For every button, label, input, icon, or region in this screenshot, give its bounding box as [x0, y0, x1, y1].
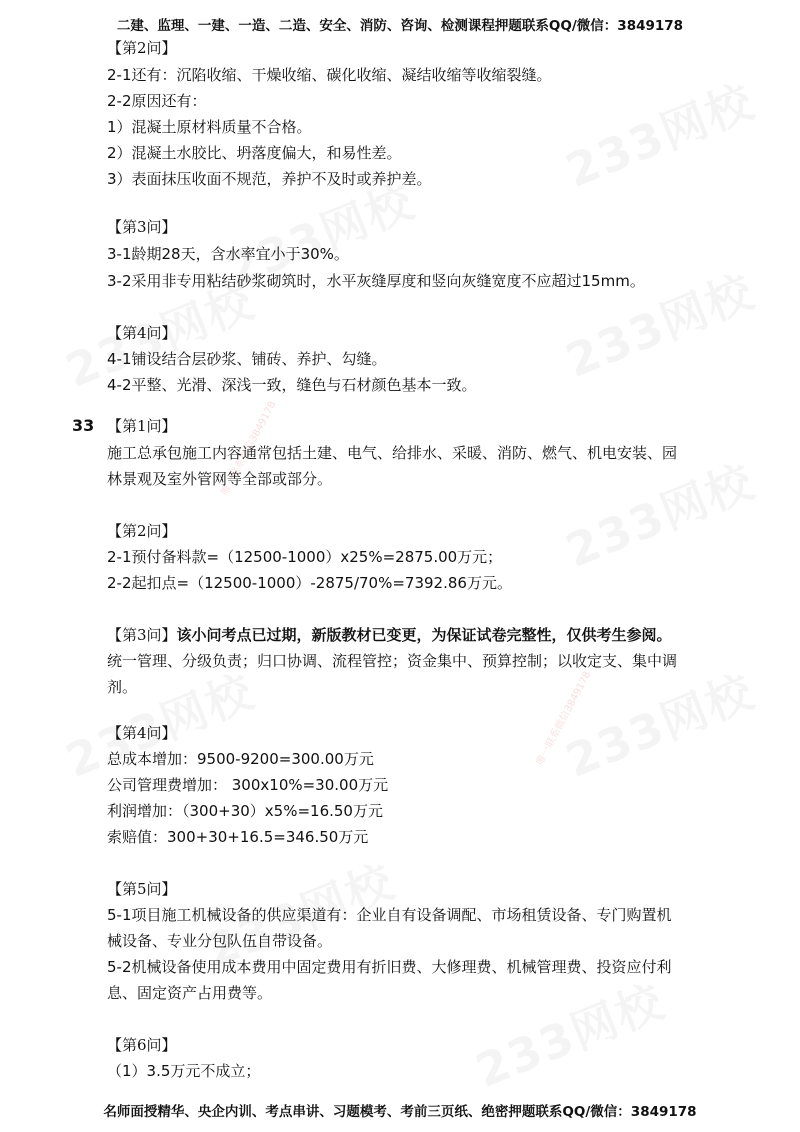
answer-line: 统一管理、分级负责；归口协调、流程管控；资金集中、预算控制；以收定支、集中调 — [107, 652, 678, 670]
question-heading: 【第2问】 — [107, 522, 177, 540]
answer-line: 3-1龄期28天，含水率宜小于30%。 — [107, 245, 349, 263]
question-heading: 【第2问】 — [107, 39, 177, 57]
answer-line: 3-2采用非专用粘结砂浆砌筑时，水平灰缝厚度和竖向灰缝宽度不应超过15mm。 — [107, 272, 645, 290]
watermark-brand — [465, 965, 673, 1100]
answer-line: 2-1预付备料款=（12500-1000）x25%=2875.00万元； — [107, 548, 503, 566]
page-footer: 名师面授精华、央企内训、考点串讲、习题模考、考前三页纸、绝密押题联系QQ/微信：3849178 — [103, 1104, 697, 1120]
watermark-contact: 唯一联系微信3849178 — [534, 669, 594, 768]
page-header: 二建、监理、一建、一造、二造、安全、消防、咨询、检测课程押题联系QQ/微信：3849178 — [116, 18, 684, 34]
answer-line: 5-1项目施工机械设备的供应渠道有：企业自有设备调配、市场租赁设备、专门购置机 — [107, 906, 672, 924]
watermark-brand — [555, 445, 763, 580]
answer-line: 4-2平整、光滑、深浅一致，缝色与石材颜色基本一致。 — [107, 376, 477, 394]
question-heading: 【第3问】 — [107, 626, 177, 644]
question-heading: 【第1问】 — [107, 417, 177, 435]
answer-line: 2-1还有：沉陷收缩、干燥收缩、碳化收缩、凝结收缩等收缩裂缝。 — [107, 66, 552, 84]
answer-line: 4-1铺设结合层砂浆、铺砖、养护、勾缝。 — [107, 350, 387, 368]
question-number: 33 — [72, 416, 95, 435]
question-heading: 【第5问】 — [107, 880, 177, 898]
question-heading-with-note — [107, 624, 672, 646]
question-heading: 【第6问】 — [107, 1036, 177, 1054]
answer-line: 总成本增加：9500-9200=300.00万元 — [107, 750, 374, 768]
question-heading: 【第4问】 — [107, 724, 177, 742]
answer-line: 林景观及室外管网等全部或部分。 — [107, 470, 333, 488]
answer-line: 公司管理费增加： 300x10%=30.00万元 — [107, 776, 389, 794]
answer-line: 1）混凝土原材料质量不合格。 — [107, 118, 312, 136]
question-heading: 【第4问】 — [107, 324, 177, 342]
answer-line: 息、固定资产占用费等。 — [107, 984, 273, 1002]
answer-line: 剂。 — [107, 678, 138, 696]
answer-line: 3）表面抹压收面不规范，养护不及时或养护差。 — [107, 170, 432, 188]
answer-line: 械设备、专业分包队伍自带设备。 — [107, 932, 333, 950]
answer-line: 5-2机械设备使用成本费用中固定费用有折旧费、大修理费、机械管理费、投资应付利 — [107, 958, 672, 976]
question-heading: 【第3问】 — [107, 218, 177, 236]
answer-line: 索赔值：300+30+16.5=346.50万元 — [107, 828, 369, 846]
watermark-contact: 唯一联系微信3849178 — [219, 399, 279, 498]
answer-line: （1）3.5万元不成立； — [107, 1062, 261, 1080]
watermark-brand — [555, 65, 763, 200]
answer-line: 利润增加：（300+30）x5%=16.50万元 — [107, 802, 383, 820]
expired-note: 该小问考点已过期，新版教材已变更，为保证试卷完整性，仅供考生参阅。 — [176, 626, 672, 644]
answer-line: 2）混凝土水胶比、坍落度偏大，和易性差。 — [107, 144, 402, 162]
answer-line: 2-2原因还有： — [107, 92, 207, 110]
answer-line: 施工总承包施工内容通常包括土建、电气、给排水、采暖、消防、燃气、机电安装、园 — [107, 444, 678, 462]
answer-line: 2-2起扣点=（12500-1000）-2875/70%=7392.86万元。 — [107, 574, 512, 592]
